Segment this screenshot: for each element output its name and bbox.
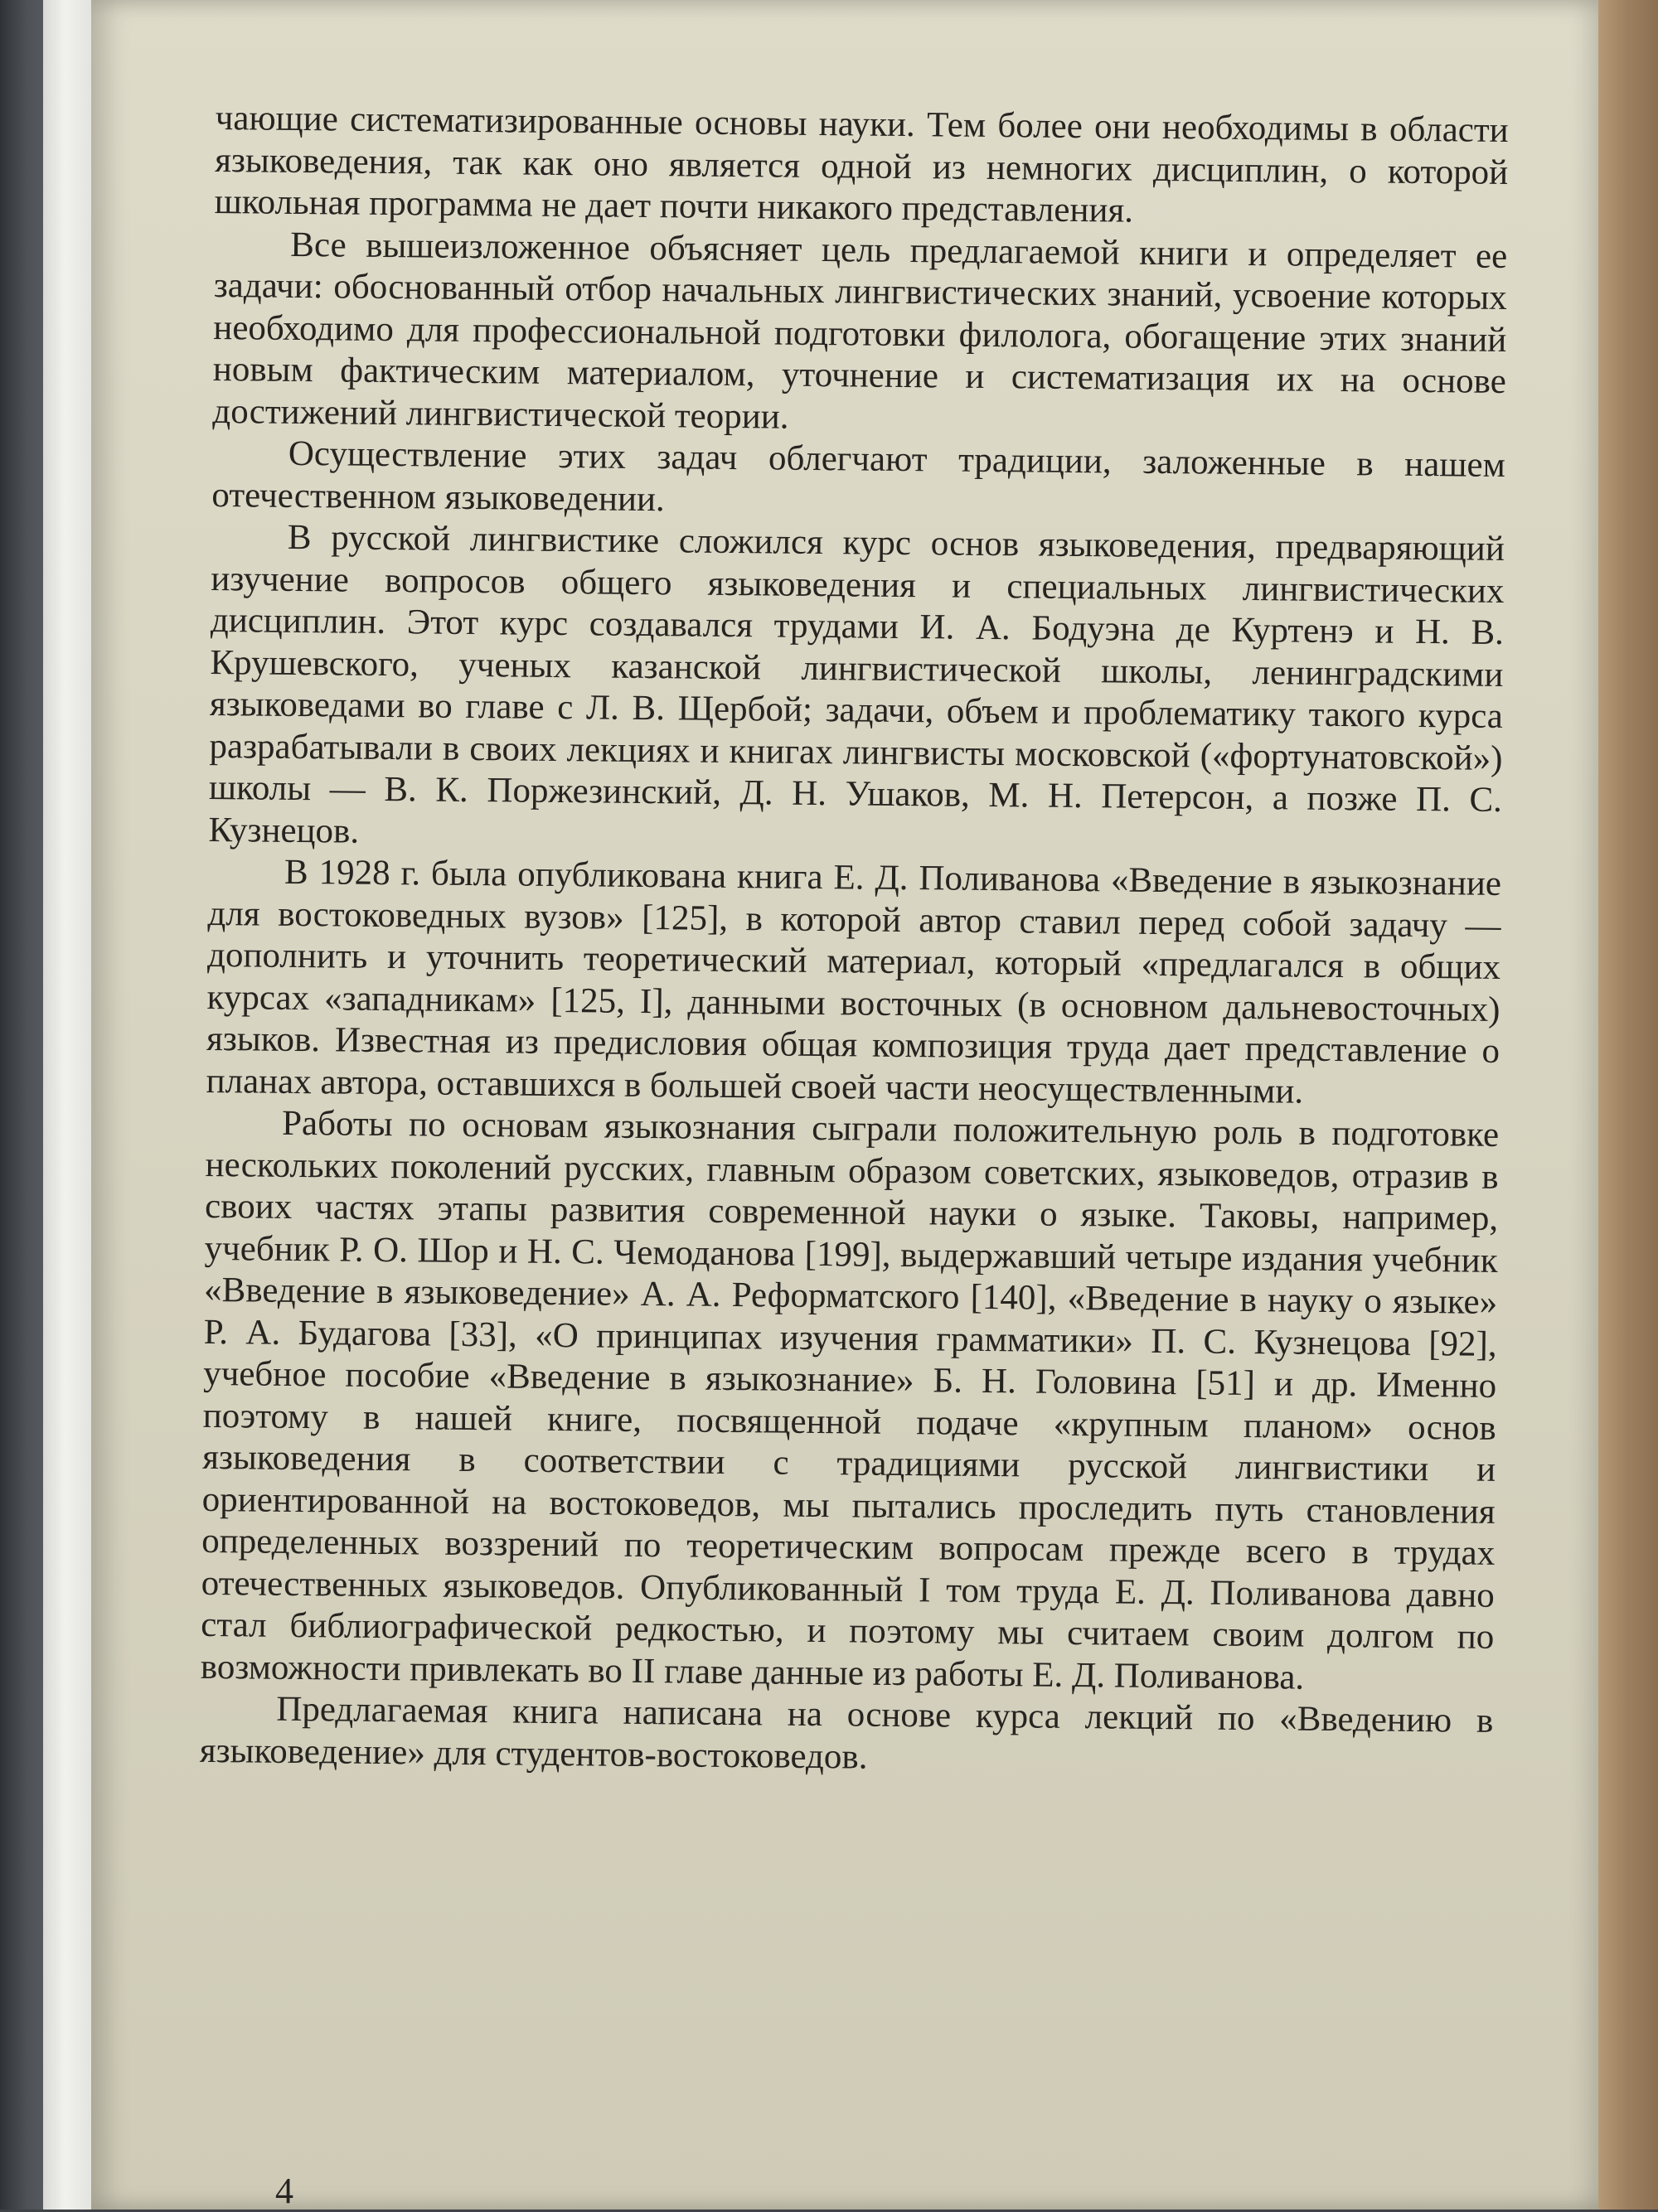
paragraph: Осуществление этих задач облегчают традиции, заложенные в нашем отечественном языковедении. [211,433,1506,519]
paragraph: В русской лингвистике сложился курс основ языковедения, предваряющий изучение вопросов общего языковедения и специальных лингвистических дисциплин. Этот курс создавался трудами И. А. Бодуэна де Куртенэ и Н. В. Крушевского, ученых казанской лингвистической школы, ленинградскими языковедами во главе с Л. В. Щербой; задачи, объем и проблематику такого курса разрабатывали в своих лекциях и книгах лингвисты московской («фортунатовской») школы — В. К. Поржезинский, Д. Н. Ушаков, М. Н. Петерсон, а позже П. С. Кузнецов. [208,517,1505,851]
body-text [200,98,1509,1784]
paragraph: Предлагаемая книга написана на основе курса лекций по «Введению в языковедение» для студентов-востоковедов. [199,1689,1494,1777]
page-number: 4 [275,2171,293,2211]
paragraph: В 1928 г. была опубликована книга Е. Д. Поливанова «Введение в языкознание для востоковедных вузов» [125], в которой автор ставил перед собой задачу — дополнить и уточнить теоретический материал, который «предлагался в общих курсах «западникам» [125, I], данными восточных (в основном дальневосточных) языков. Известная из предисловия общая композиция труда дает представление о планах автора, оставшихся в большей своей части неосуществленными. [206,852,1502,1111]
paragraph: чающие систематизированные основы науки. Тем более они необходимы в области языковедения, так как оно является одной из немногих дисциплин, о которой школьная программа не дает почти никакого представления. [214,98,1509,230]
paragraph: Все вышеизложенное объясняет цель предлагаемой книги и определяет ее задачи: обоснованный отбор начальных лингвистических знаний, усвоение которых необходимо для профессиональной подготовки филолога, обогащение этих знаний новым фактическим материалом, уточнение и систематизация их на основе достижений лингвистической теории. [212,225,1508,437]
book-cover-left [0,0,43,2210]
paragraph: Работы по основам языкознания сыграли положительную роль в подготовке нескольких поколений русских, главным образом советских, языковедов, отразив в своих частях этапы развития современной науки о языке. Таковы, например, учебник Р. О. Шор и Н. С. Чемоданова [199], выдержавший четыре издания учебник «Введение в языковедение» А. А. Реформатского [140], «Введение в науку о языке» Р. А. Будагова [33], «О принципах изучения грамматики» П. С. Кузнецова [92], учебное пособие «Введение в языкознание» Б. Н. Головина [51] и др. Именно поэтому в нашей книге, посвященной подаче «крупным планом» основ языковедения в соответствии с традициями русской лингвистики и ориентированной на востоковедов, мы пытались проследить путь становления определенных воззрений по теоретическим вопросам прежде всего в трудах отечественных языковедов. Опубликованный I том труда Е. Д. Поливанова давно стал библиографической редкостью, и поэтому мы считаем своим долгом по возможности привлекать во II главе данные из работы Е. Д. Поливанова. [200,1103,1500,1697]
page-edges [43,0,93,2210]
book-page [91,0,1598,2210]
book-cover-right [1598,0,1658,2210]
